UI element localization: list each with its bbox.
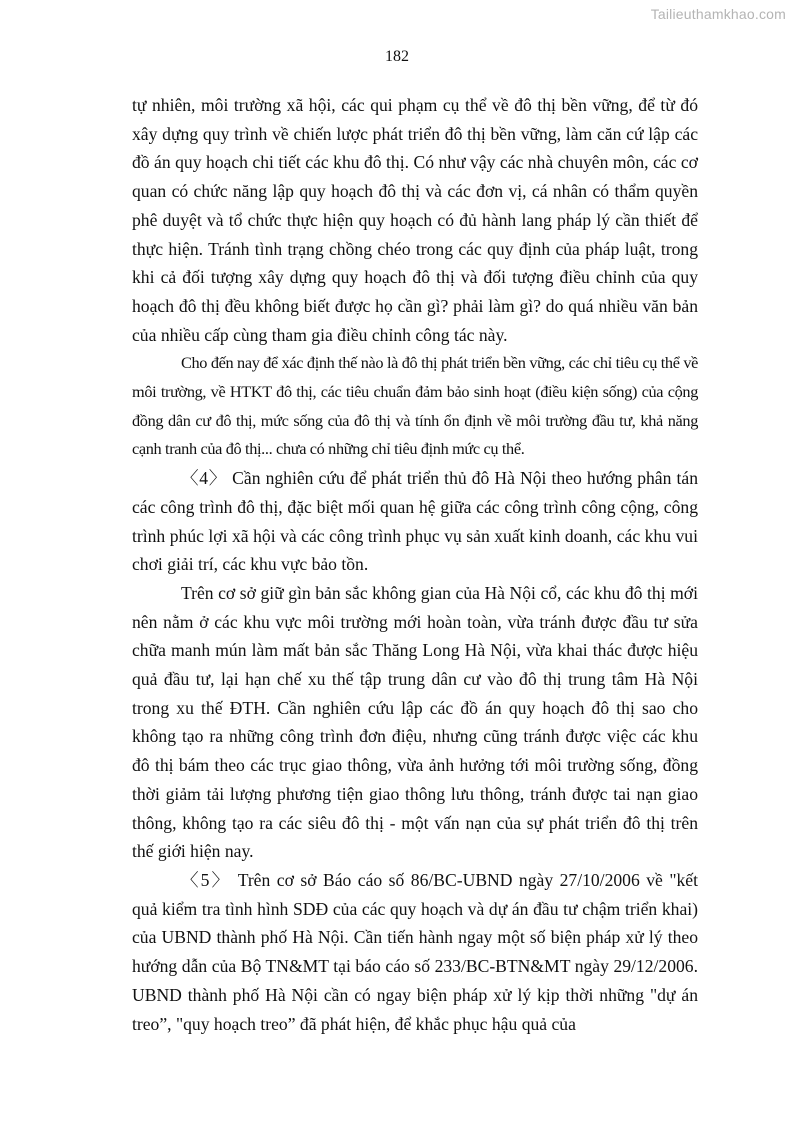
- paragraph-sustainable-criteria: Cho đến nay để xác định thế nào là đô thị phát triển bền vững, các chỉ tiêu cụ thể về môi trường, về HTKT đô thị, các tiêu chuẩn đảm bảo sinh hoạt (điều kiện sống) của cộng đồng dân cư đô thị, mức sống của đô thị và tính ổn định về môi trường đầu tư, khả năng cạnh tranh của đô thị... chưa có những chỉ tiêu định mức cụ thể.: [132, 353, 698, 459]
- document-body: [132, 91, 698, 1038]
- paragraph-heritage: Trên cơ sở giữ gìn bản sắc không gian của Hà Nội cổ, các khu đô thị mới nên nằm ở các khu vực môi trường mới hoàn toàn, vừa tránh được đầu tư sửa chữa manh mún làm mất bản sắc Thăng Long Hà Nội, vừa khai thác được hiệu quả đầu tư, lại hạn chế xu thế tập trung dân cư vào đô thị trung tâm Hà Nội trong xu thế ĐTH. Cần nghiên cứu lập các đồ án quy hoạch đô thị sao cho không tạo ra những công trình đơn điệu, nhưng cũng tránh được việc các khu đô thị bám theo các trục giao thông, vừa ảnh hưởng tới môi trường sống, đồng thời giảm tải lượng phương tiện giao thông lưu thông, tránh được tai nạn giao thông, không tạo ra các siêu đô thị - một vấn nạn của sự phát triển đô thị trên thế giới hiện nay.: [132, 582, 698, 862]
- paragraph-continuation: tự nhiên, môi trường xã hội, các qui phạm cụ thể về đô thị bền vững, để từ đó xây dựng quy trình về chiến lược phát triển đô thị bền vững, làm căn cứ lập các đồ án quy hoạch chi tiết các khu đô thị. Có như vậy các nhà chuyên môn, các cơ quan có chức năng lập quy hoạch đô thị và các đơn vị, cá nhân có thẩm quyền phê duyệt và tổ chức thực hiện quy hoạch có đủ hành lang pháp lý cần thiết để thực hiện. Tránh tình trạng chồng chéo trong các quy định của pháp luật, trong khi cả đối tượng xây dựng quy hoạch đô thị và đối tượng điều chỉnh của quy hoạch đô thị đều không biết được họ cần gì? phải làm gì? do quá nhiều văn bản của nhiều cấp cùng tham gia điều chỉnh công tác này.: [132, 95, 698, 345]
- watermark-text: Tailieuthamkhao.com: [650, 6, 786, 22]
- paragraph-item-4: 〈4〉 Cần nghiên cứu để phát triển thủ đô Hà Nội theo hướng phân tán các công trình đô thị, đặc biệt mối quan hệ giữa các công trình công cộng, công trình phúc lợi xã hội và các công trình phục vụ sản xuất kinh doanh, các khu vui chơi giải trí, các khu vực bảo tồn.: [132, 468, 698, 575]
- page-number: 182: [385, 48, 409, 65]
- paragraph-item-5: 〈5〉 Trên cơ sở Báo cáo số 86/BC-UBND ngày 27/10/2006 về "kết quả kiểm tra tình hình SDĐ của các quy hoạch và dự án đầu tư chậm triển khai) của UBND thành phố Hà Nội. Cần tiến hành ngay một số biện pháp xử lý theo hướng dẫn của Bộ TN&MT tại báo cáo số 233/BC-BTN&MT ngày 29/12/2006. UBND thành phố Hà Nội cần có ngay biện pháp xử lý kịp thời những "dự án treo”, "quy hoạch treo” đã phát hiện, để khắc phục hậu quả của: [132, 869, 698, 1034]
